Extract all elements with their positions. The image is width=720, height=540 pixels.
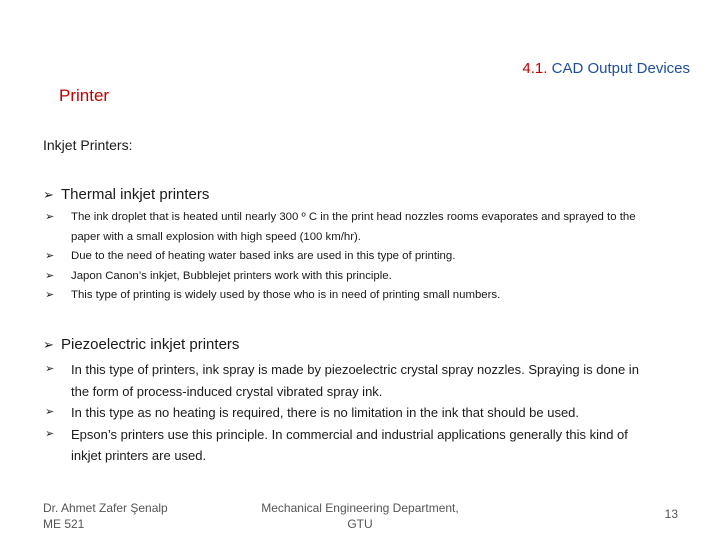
page-number: 13 <box>664 507 678 521</box>
slide-subtitle: Printer <box>59 86 110 105</box>
slide-heading: Inkjet Printers: <box>43 137 133 153</box>
arrow-bullet-icon: ➢ <box>45 406 55 418</box>
piezoelectric-bullet-list <box>45 359 660 467</box>
group-title-thermal <box>43 186 209 203</box>
arrow-bullet-icon: ➢ <box>43 336 54 352</box>
group-title-text: Thermal inkjet printers <box>61 186 210 203</box>
list-item: ➢ Epson’s printers use this principle. In commercial and industrial applications generally this kind of inkjet printers are used. <box>45 424 660 467</box>
arrow-bullet-icon: ➢ <box>45 289 55 301</box>
arrow-bullet-icon: ➢ <box>45 211 55 223</box>
list-item: ➢ The ink droplet that is heated until nearly 300 º C in the print head nozzles rooms evaporates and sprayed to the paper with a small explosion with high speed (100 km/hr). <box>45 208 650 247</box>
section-number: 4.1. <box>522 60 548 77</box>
list-item: ➢ Due to the need of heating water based inks are used in this type of printing. <box>45 247 650 267</box>
arrow-bullet-icon: ➢ <box>45 269 55 282</box>
list-item: ➢ In this type of printers, ink spray is made by piezoelectric crystal spray nozzles. Spraying is done in the form of process-induced crystal vibrated spray ink. <box>45 359 660 402</box>
author-name: Dr. Ahmet Zafer Şenalp <box>43 501 168 515</box>
group-title-text: Piezoelectric inkjet printers <box>61 336 240 353</box>
list-item: ➢ Japon Canon’s inkjet, Bubblejet printers work with this principle. <box>45 267 650 287</box>
footer-author <box>43 500 168 532</box>
thermal-bullet-list <box>45 208 650 306</box>
list-item: ➢ In this type as no heating is required, there is no limitation in the ink that should be used. <box>45 402 660 424</box>
arrow-bullet-icon: ➢ <box>45 363 55 375</box>
arrow-bullet-icon: ➢ <box>45 250 55 262</box>
department-line-2: GTU <box>347 517 373 531</box>
list-item: ➢ This type of printing is widely used by those who is in need of printing small numbers. <box>45 286 650 306</box>
course-code: ME 521 <box>43 517 85 531</box>
footer-department <box>255 500 465 532</box>
section-title: CAD Output Devices <box>551 60 690 77</box>
section-header <box>522 60 690 77</box>
arrow-bullet-icon: ➢ <box>43 186 54 202</box>
arrow-bullet-icon: ➢ <box>45 427 55 440</box>
group-title-piezoelectric <box>43 336 239 353</box>
department-line-1: Mechanical Engineering Department, <box>261 501 459 515</box>
